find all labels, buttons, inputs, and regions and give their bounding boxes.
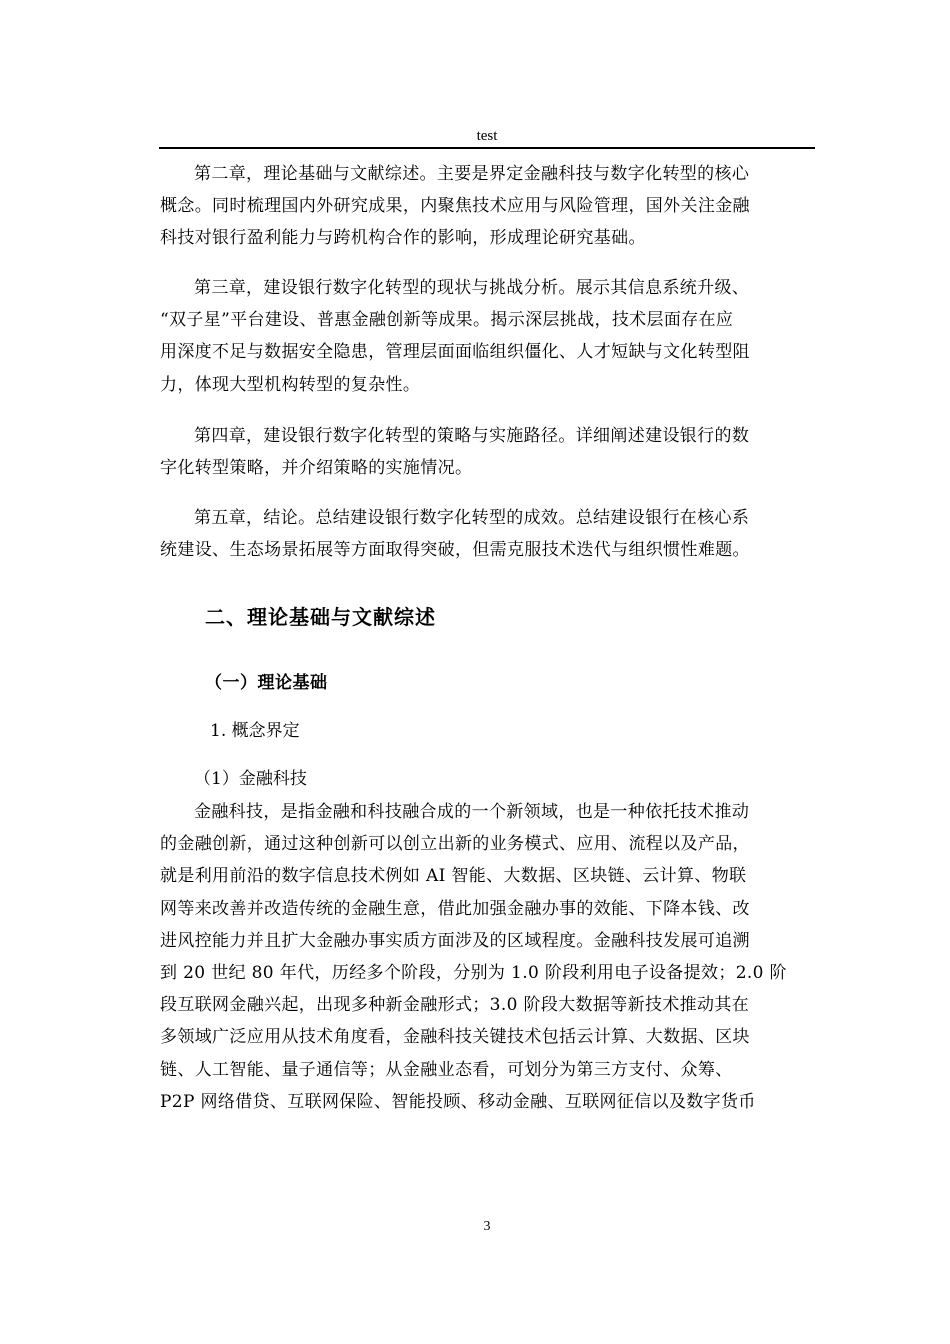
item-heading: 1. 概念界定 bbox=[210, 721, 300, 741]
text-line: 第二章，理论基础与文献综述。主要是界定金融科技与数字化转型的核心 bbox=[194, 164, 750, 184]
running-header: test bbox=[476, 128, 498, 144]
section-heading: 二、理论基础与文献综述 bbox=[205, 605, 436, 629]
subitem-heading: （1）金融科技 bbox=[194, 769, 307, 789]
chapter-overview bbox=[160, 158, 820, 255]
text-line: 段互联网金融兴起，出现多种新金融形式；3.0 阶段大数据等新技术推动其在 bbox=[160, 995, 750, 1016]
paragraph-chapter-5 bbox=[160, 502, 820, 566]
text-line: 科技对银行盈利能力与跨机构合作的影响，形成理论研究基础。 bbox=[160, 228, 646, 249]
text-line: 第四章，建设银行数字化转型的策略与实施路径。详细阐述建设银行的数 bbox=[194, 426, 750, 446]
text-line: P2P 网络借贷、互联网保险、智能投顾、移动金融、互联网征信以及数字货币 bbox=[160, 1091, 756, 1112]
chapter-overview bbox=[160, 502, 820, 566]
text-line: 第五章，结论。总结建设银行数字化转型的成效。总结建设银行在核心系 bbox=[194, 508, 750, 528]
text-line: 概念。同时梳理国内外研究成果，内聚焦技术应用与风险管理，国外关注金融 bbox=[160, 196, 750, 217]
text-line: “双子星”平台建设、普惠金融创新等成果。揭示深层挑战，技术层面存在应 bbox=[160, 310, 734, 331]
text-line: 金融科技，是指金融和科技融合成的一个新领域，也是一种依托技术推动 bbox=[194, 802, 750, 822]
paragraph-chapter-4 bbox=[160, 420, 820, 484]
header-rule bbox=[159, 147, 815, 149]
fintech-definition bbox=[160, 796, 820, 1118]
page-number: 3 bbox=[483, 1219, 491, 1234]
text-line: 网等来改善并改造传统的金融生意，借此加强金融办事的效能、下降本钱、改 bbox=[160, 898, 750, 919]
subsection-heading: （一）理论基础 bbox=[205, 673, 328, 693]
paragraph-chapter-3 bbox=[160, 272, 820, 401]
paragraph-fintech bbox=[160, 796, 820, 1118]
text-line: 多领域广泛应用从技术角度看，金融科技关键技术包括云计算、大数据、区块 bbox=[160, 1027, 750, 1048]
chapter-overview bbox=[160, 420, 820, 484]
text-line: 到 20 世纪 80 年代，历经多个阶段，分别为 1.0 阶段利用电子设备提效；2.0 阶 bbox=[160, 963, 787, 984]
text-line: 进风控能力并且扩大金融办事实质方面涉及的区域程度。金融科技发展可追溯 bbox=[160, 930, 750, 951]
paragraph-chapter-2 bbox=[160, 158, 820, 255]
text-line: 就是利用前沿的数字信息技术例如 AI 智能、大数据、区块链、云计算、物联 bbox=[160, 866, 747, 887]
text-line: 第三章，建设银行数字化转型的现状与挑战分析。展示其信息系统升级、 bbox=[194, 278, 750, 298]
text-line: 力，体现大型机构转型的复杂性。 bbox=[160, 374, 421, 395]
text-line: 用深度不足与数据安全隐患，管理层面面临组织僵化、人才短缺与文化转型阻 bbox=[160, 342, 750, 363]
chapter-overview bbox=[160, 272, 820, 401]
text-line: 统建设、生态场景拓展等方面取得突破，但需克服技术迭代与组织惯性难题。 bbox=[160, 540, 750, 561]
text-line: 的金融创新，通过这种创新可以创立出新的业务模式、应用、流程以及产品， bbox=[160, 834, 750, 855]
text-line: 链、人工智能、量子通信等；从金融业态看，可划分为第三方支付、众筹、 bbox=[160, 1059, 733, 1080]
text-line: 字化转型策略，并介绍策略的实施情况。 bbox=[160, 458, 473, 479]
